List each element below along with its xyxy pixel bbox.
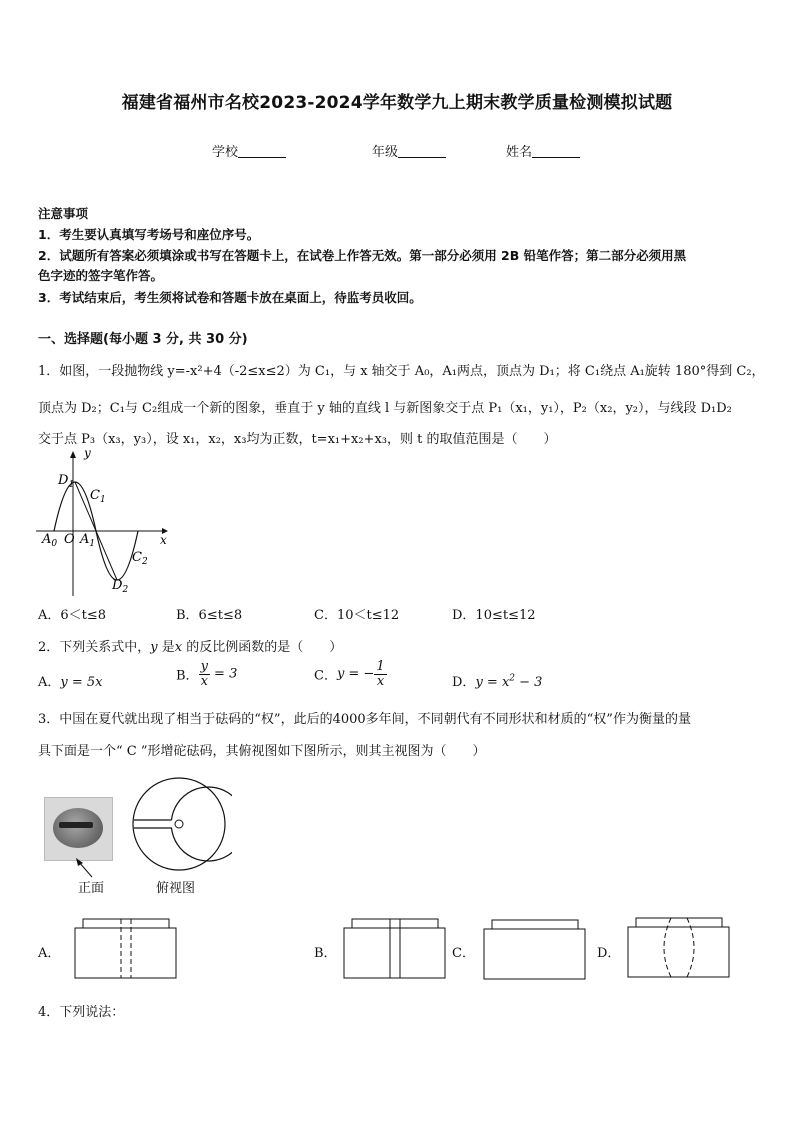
q2-option-a[interactable]: A．y = 5x: [38, 675, 103, 690]
school-label: 学校: [212, 145, 239, 160]
grade-label: 年级: [372, 145, 399, 160]
label-d1: $D_1$: [58, 473, 75, 490]
name-field: [506, 141, 580, 160]
section-heading: 一、选择题(每小题 3 分, 共 30 分): [38, 332, 248, 347]
q3-option-b-label[interactable]: B．: [314, 946, 337, 961]
q3-option-a-figure[interactable]: [74, 918, 178, 980]
q3-option-d-label[interactable]: D．: [597, 946, 621, 961]
label-c2: $C_2$: [132, 550, 148, 567]
label-c1: $C_1$: [90, 488, 106, 505]
top-view-figure: [126, 776, 232, 874]
y-axis-label: y: [84, 448, 91, 460]
note-item-3: 3．考试结束后，考生须将试卷和答题卡放在桌面上，待监考员收回。: [38, 290, 422, 305]
q3-line-2: 具下面是一个“ C ”形增砣砝码，其俯视图如下图所示，则其主视图为（ ）: [38, 744, 486, 759]
x-axis-label: x: [160, 533, 167, 547]
q2-option-d[interactable]: D．$y = x^2 - 3$: [452, 673, 543, 690]
q2-option-b[interactable]: B． $\frac{y}{x}$ = 3: [176, 659, 238, 689]
q2-option-c[interactable]: C．y = − $\frac{1}{x}$: [314, 659, 385, 689]
weight-photo-disc: [53, 808, 103, 848]
q3-option-b-figure[interactable]: [343, 918, 447, 980]
label-origin: O: [64, 532, 75, 547]
q2-stem: 2．下列关系式中，y 是x 的反比例函数的是（ ）: [38, 640, 343, 655]
q1-option-d[interactable]: D．10≤t≤12: [452, 608, 536, 623]
label-a1: $A_1$: [80, 532, 96, 549]
y-axis-arrow: [70, 451, 76, 458]
weight-photo: [44, 797, 113, 861]
q1-option-a[interactable]: A．6＜t≤8: [38, 608, 107, 623]
q4-stem: 4．下列说法：: [38, 1005, 125, 1020]
note-item-2b: 色字迹的签字笔作答。: [38, 268, 164, 283]
q3-option-d-figure[interactable]: [627, 916, 731, 980]
notes-heading: 注意事项: [38, 206, 89, 221]
grade-blank: [398, 145, 446, 158]
q1-option-b[interactable]: B．6≤t≤8: [176, 608, 243, 623]
school-blank: [238, 145, 286, 158]
name-blank: [532, 145, 580, 158]
school-field: [212, 141, 286, 160]
q3-option-a-label[interactable]: A．: [38, 946, 61, 961]
front-label: 正面: [78, 881, 105, 896]
top-view-label: 俯视图: [156, 881, 196, 896]
grade-field: [372, 141, 446, 160]
q3-option-c-label[interactable]: C．: [452, 946, 475, 961]
label-a0: $A_0$: [42, 532, 58, 549]
q1-parabola-graph: [32, 448, 172, 598]
q3-line-1: 3．中国在夏代就出现了相当于砝码的“权”，此后的4000多年间，不同朝代有不同形状和材质的“权”作为衡量的量: [38, 712, 691, 727]
q1-line-2: 顶点为 D₂；C₁与 C₂组成一个新的图象，垂直于 y 轴的直线 l 与新图象交于点 P₁（x₁，y₁），P₂（x₂，y₂），与线段 D₁D₂: [38, 401, 732, 416]
name-label: 姓名: [506, 145, 533, 160]
note-item-1: 1．考生要认真填写考场号和座位序号。: [38, 227, 260, 242]
q3-option-c-figure[interactable]: [483, 919, 587, 981]
q1-line-3: 交于点 P₃（x₃，y₃），设 x₁，x₂，x₃均为正数，t=x₁+x₂+x₃，则 t 的取值范围是（ ）: [38, 432, 557, 447]
weight-photo-slot: [59, 822, 93, 828]
center-hole: [175, 820, 183, 828]
outer-ring: [133, 778, 225, 870]
q1-option-c[interactable]: C．10＜t≤12: [314, 608, 400, 623]
q1-line-1: 1．如图，一段抛物线 y=-x²+4（-2≤x≤2）为 C₁，与 x 轴交于 A₀，A₁两点，顶点为 D₁；将 C₁绕点 A₁旋转 180°得到 C₂，: [38, 364, 765, 379]
exam-title: 福建省福州市名校2023-2024学年数学九上期末教学质量检测模拟试题: [121, 93, 673, 113]
label-d2: $D_2$: [112, 578, 129, 595]
note-item-2a: 2．试题所有答案必须填涂或书写在答题卡上，在试卷上作答无效。第一部分必须用 2B 铅笔作答；第二部分必须用黑: [38, 248, 687, 263]
